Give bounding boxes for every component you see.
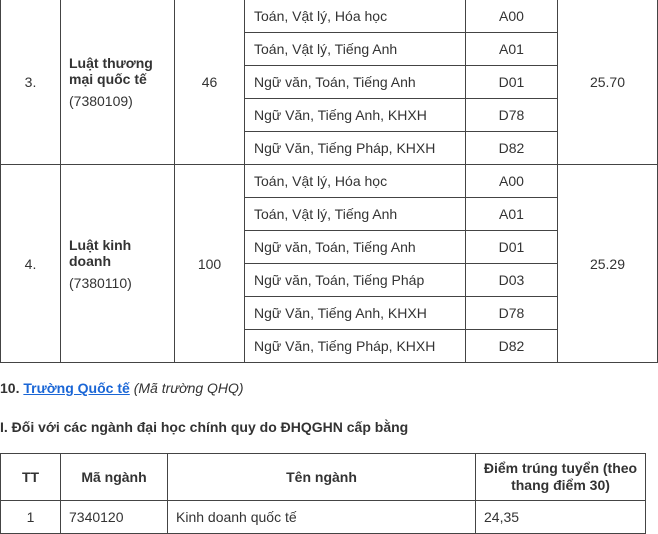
program-code: (7380109) xyxy=(69,93,133,109)
cell-subjects: Ngữ văn, Toán, Tiếng Pháp xyxy=(245,264,466,297)
cell-ma-nganh: 7340120 xyxy=(61,501,168,534)
cell-subjects: Ngữ văn, Toán, Tiếng Anh xyxy=(245,231,466,264)
cell-combo-code: A00 xyxy=(466,165,558,198)
cell-subjects: Ngữ Văn, Tiếng Pháp, KHXH xyxy=(245,330,466,363)
program-name: Luật thương mại quốc tế xyxy=(69,55,153,87)
cell-ten-nganh: Kinh doanh quốc tế xyxy=(168,501,476,534)
cell-diem: 24,35 xyxy=(476,501,646,534)
school-code-note: (Mã trường QHQ) xyxy=(133,380,244,396)
header-ma-nganh: Mã ngành xyxy=(61,454,168,501)
cell-score: 25.70 xyxy=(558,0,658,165)
cell-quota: 46 xyxy=(175,0,245,165)
cell-subjects: Ngữ Văn, Tiếng Pháp, KHXH xyxy=(245,132,466,165)
cell-subjects: Toán, Vật lý, Hóa học xyxy=(245,165,466,198)
cell-tt: 4. xyxy=(1,165,61,363)
cell-subjects: Ngữ văn, Toán, Tiếng Anh xyxy=(245,66,466,99)
table-row xyxy=(1,165,658,198)
cell-program xyxy=(61,165,175,363)
header-ten-nganh: Tên ngành xyxy=(168,454,476,501)
cell-score: 25.29 xyxy=(558,165,658,363)
program-code: (7380110) xyxy=(69,274,132,291)
cell-subjects: Toán, Vật lý, Tiếng Anh xyxy=(245,33,466,66)
cell-combo-code: D78 xyxy=(466,297,558,330)
table-row xyxy=(1,501,646,534)
cell-subjects: Toán, Vật lý, Tiếng Anh xyxy=(245,198,466,231)
header-diem: Điểm trúng tuyển (theo thang điểm 30) xyxy=(476,454,646,501)
cell-combo-code: D03 xyxy=(466,264,558,297)
cell-quota: 100 xyxy=(175,165,245,363)
cell-subjects: Ngữ Văn, Tiếng Anh, KHXH xyxy=(245,99,466,132)
cell-tt: 3. xyxy=(1,0,61,165)
cell-combo-code: D82 xyxy=(466,132,558,165)
cell-subjects: Ngữ Văn, Tiếng Anh, KHXH xyxy=(245,297,466,330)
cell-subjects: Toán, Vật lý, Hóa học xyxy=(245,0,466,33)
table-header-row xyxy=(1,454,646,501)
cell-combo-code: D82 xyxy=(466,330,558,363)
table-row xyxy=(1,0,658,33)
program-name: Luật kinh doanh xyxy=(69,236,132,269)
cell-combo-code: D01 xyxy=(466,66,558,99)
cell-combo-code: A01 xyxy=(466,33,558,66)
section-heading xyxy=(0,380,244,396)
cell-combo-code: A00 xyxy=(466,0,558,33)
subheading: I. Đối với các ngành đại học chính quy do ĐHQGHN cấp bằng xyxy=(0,419,409,435)
section-number: 10. xyxy=(0,380,20,396)
cell-program xyxy=(61,0,175,165)
cell-tt: 1 xyxy=(1,501,61,534)
cell-combo-code: D01 xyxy=(466,231,558,264)
cell-combo-code: A01 xyxy=(466,198,558,231)
school-score-table xyxy=(0,453,646,534)
cell-combo-code: D78 xyxy=(466,99,558,132)
school-link[interactable]: Trường Quốc tế xyxy=(23,380,130,396)
header-tt: TT xyxy=(1,454,61,501)
